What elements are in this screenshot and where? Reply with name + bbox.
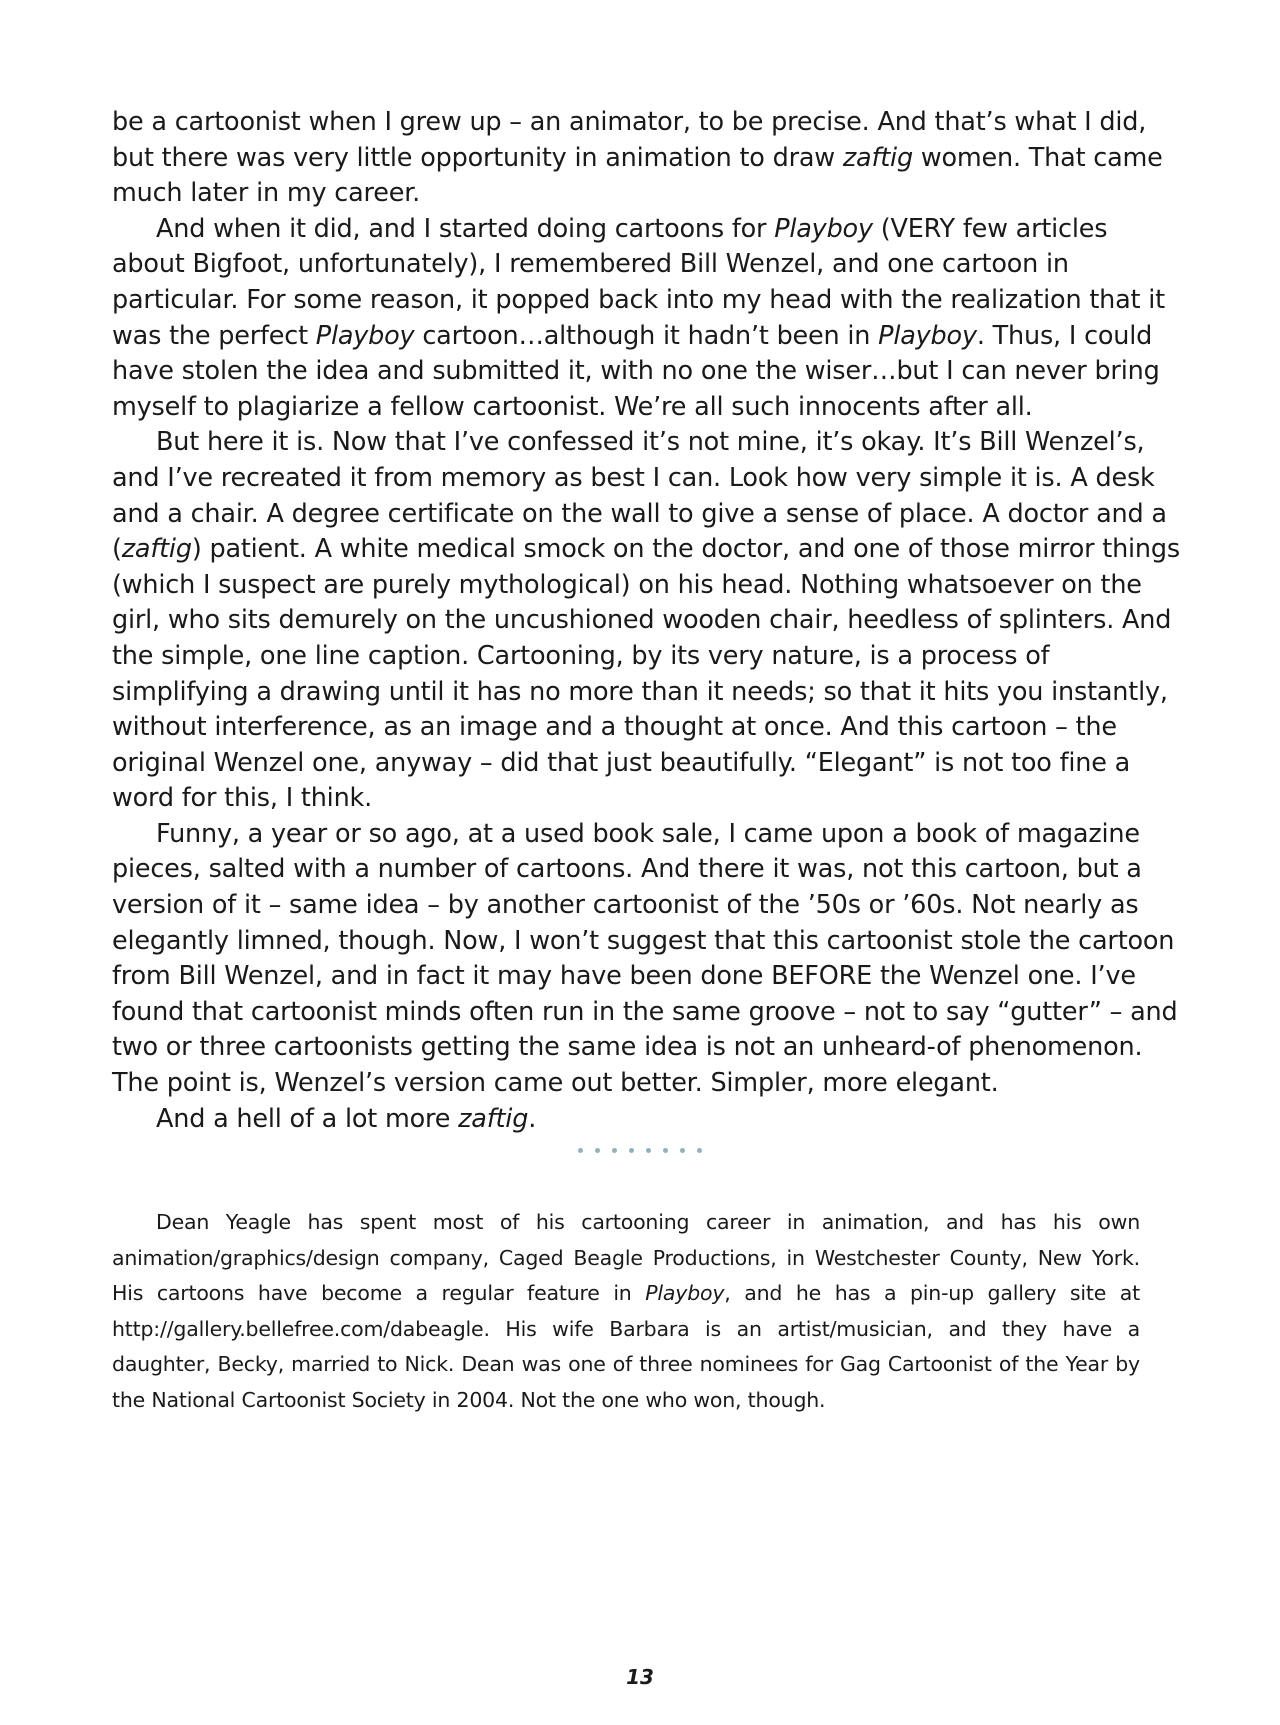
section-separator	[0, 1140, 1280, 1160]
bio-paragraph	[112, 1205, 1140, 1419]
separator-dot	[680, 1148, 685, 1153]
body-paragraph	[112, 105, 1187, 212]
separator-dot	[697, 1148, 702, 1153]
italic-text-segment: Playboy	[645, 1281, 725, 1306]
body-paragraph	[112, 1102, 1187, 1138]
text-segment: But here it is. Now that I’ve confessed it’s not mine, it’s okay. It’s Bill Wenzel’s, and I’ve recreated it from memory as best I can. Look how very simple it is. A desk and a chair. A degree certificate on the wall to give a sense of place. A doctor and a (	[112, 427, 1167, 565]
author-bio	[112, 1205, 1140, 1419]
text-segment: cartoon…although it hadn’t been in	[414, 320, 879, 351]
article-body	[112, 105, 1187, 1137]
body-paragraph	[112, 817, 1187, 1102]
body-paragraph	[112, 212, 1187, 426]
body-paragraph	[112, 425, 1187, 817]
italic-text-segment: Playboy	[315, 320, 415, 351]
separator-dot	[595, 1148, 600, 1153]
text-segment: .	[528, 1103, 537, 1134]
text-segment: , and he has a pin-up gallery site at http://gallery.bellefree.com/dabeagle. His wife Barbara is an artist/musician, and they have a daughter, Becky, married to Nick. Dean was one of three nominees for Gag Cartoonist of the Year by the National Cartoonist Society in 2004. Not the one who won, though.	[112, 1281, 1140, 1412]
text-segment: And a hell of a lot more	[156, 1103, 459, 1134]
italic-text-segment: Playboy	[774, 213, 873, 244]
separator-dot	[629, 1148, 634, 1153]
separator-dot	[612, 1148, 617, 1153]
italic-text-segment: zaftig	[458, 1103, 529, 1134]
separator-dot	[578, 1148, 583, 1153]
text-segment: women. That came much later in my career.	[112, 142, 1163, 209]
text-segment: be a cartoonist when I grew up – an animator, to be precise. And that’s what I did, but there was very little opportunity in animation to draw	[112, 107, 1147, 173]
separator-dot	[663, 1148, 668, 1153]
italic-text-segment: zaftig	[842, 142, 913, 173]
text-segment: And when it did, and I started doing cartoons for	[156, 213, 775, 244]
text-segment: Funny, a year or so ago, at a used book sale, I came upon a book of magazine pieces, salted with a number of cartoons. And there it was, not this cartoon, but a version of it – same idea – by another cartoonist of the ’50s or ’60s. Not nearly as elegantly limned, though. Now, I won’t suggest that this cartoonist stole the cartoon from Bill Wenzel, and in fact it may have been done BEFORE the Wenzel one. I’ve found that cartoonist minds often run in the same groove – not to say “gutter” – and two or three cartoonists getting the same idea is not an unheard-of phenomenon. The point is, Wenzel’s version came out better. Simpler, more elegant.	[112, 818, 1178, 1099]
text-segment: ) patient. A white medical smock on the doctor, and one of those mirror things (which I suspect are purely mythological) on his head. Nothing whatsoever on the girl, who sits demurely on the uncushioned wooden chair, heedless of splinters. And the simple, one line caption. Cartooning, by its very nature, is a process of simplifying a drawing until it has no more than it needs; so that it hits you instantly, without interference, as an image and a thought at once. And this cartoon – the original Wenzel one, anyway – did that just beautifully. “Elegant” is not too fine a word for this, I think.	[112, 534, 1180, 814]
separator-dot	[646, 1148, 651, 1153]
italic-text-segment: zaftig	[121, 534, 192, 565]
text-segment: Dean Yeagle has spent most of his cartooning career in animation, and has his own animation/graphics/design company, Caged Beagle Productions, in Westchester County, New York. His cartoons have become a regular feature in	[112, 1210, 1140, 1306]
text-segment: . Thus, I could have stolen the idea and submitted it, with no one the wiser…but I can never bring myself to plagiarize a fellow cartoonist. We’re all such innocents after all.	[112, 320, 1160, 422]
text-segment: (VERY few articles about Bigfoot, unfortunately), I remembered Bill Wenzel, and one cartoon in particular. For some reason, it popped back into my head with the realization that it was the perfect	[112, 213, 1165, 351]
italic-text-segment: Playboy	[878, 320, 977, 351]
page-number: 13	[626, 1665, 654, 1689]
